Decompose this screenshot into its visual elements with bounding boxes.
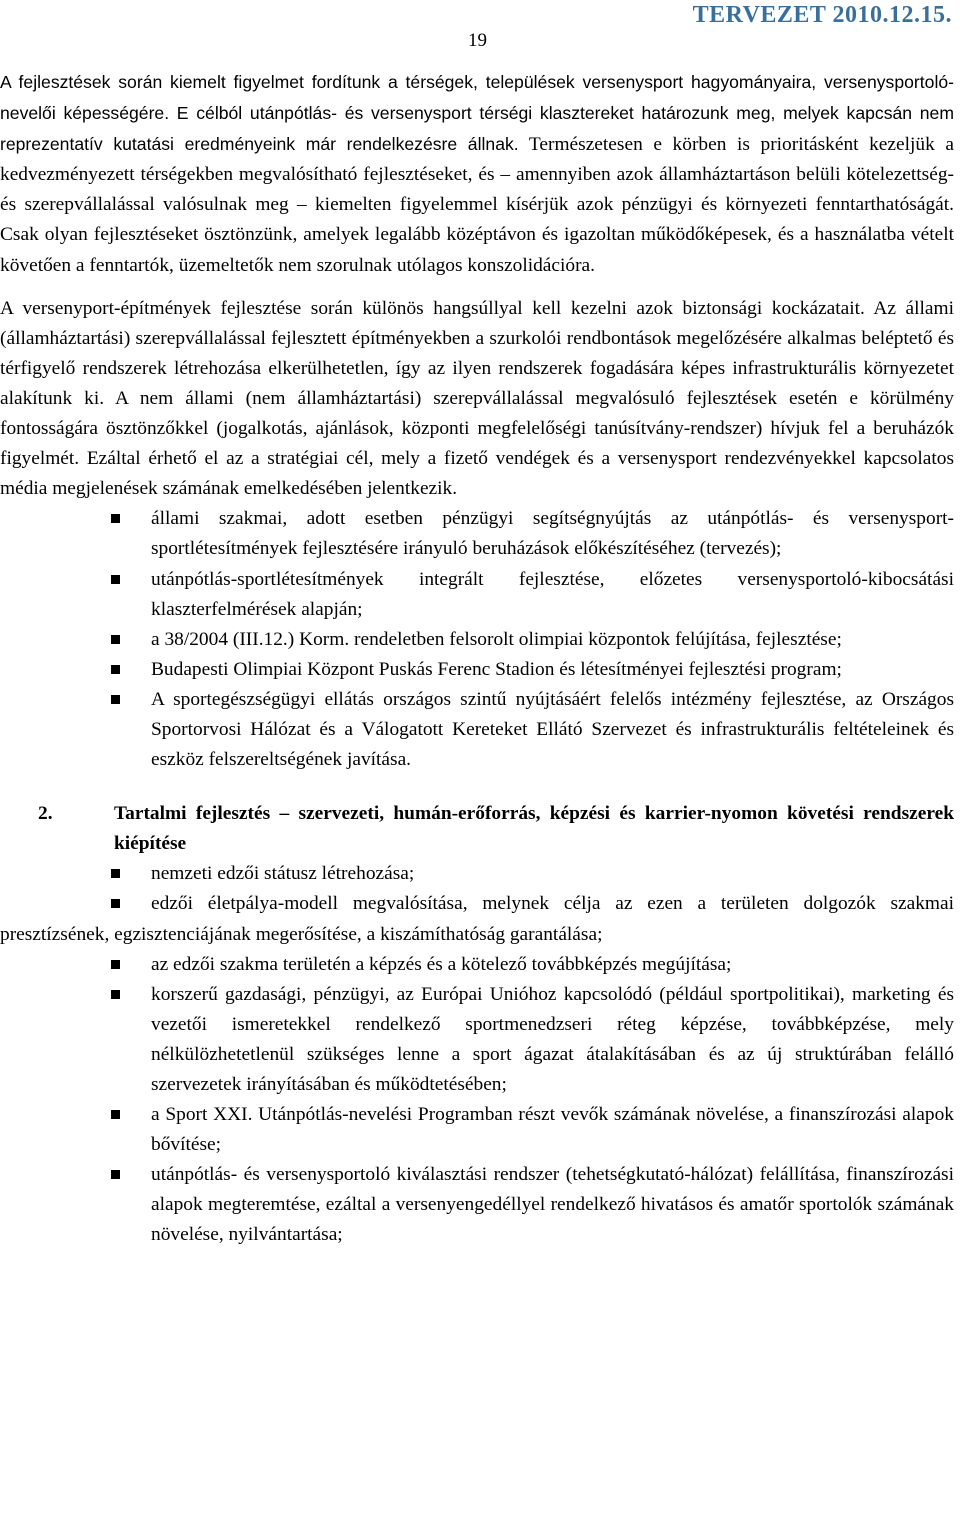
page-number: 19 bbox=[468, 30, 487, 51]
section-heading bbox=[0, 799, 954, 859]
content-development-list bbox=[0, 859, 954, 1250]
paragraph-1-sans-part: A fejlesztések során kiemelt figyelmet fordítunk a térségek, települések versenysport hagyományaira, versenysportoló-nevelői képességére. E célból utánpótlás- és versenysport térségi klasztereket határozunk meg, melyek kapcsán nem reprezentatív kutatási eredményeink már rendelkezésre állnak. bbox=[0, 72, 954, 155]
list-item: a 38/2004 (III.12.) Korm. rendeletben felsorolt olimpiai központok felújítása, fejlesztése; bbox=[151, 625, 954, 655]
list-item: a Sport XXI. Utánpótlás-nevelési Programban részt vevők számának növelése, a finanszírozási alapok bővítése; bbox=[0, 1100, 954, 1160]
list-item: utánpótlás-sportlétesítmények integrált fejlesztése, előzetes versenysportoló-kibocsátási klaszterfelmérések alapján; bbox=[151, 565, 954, 625]
facility-list bbox=[0, 504, 954, 775]
list-item: nemzeti edzői státusz létrehozása; bbox=[0, 859, 954, 889]
list-item: edzői életpálya-modell megvalósítása, melynek célja az ezen a területen dolgozók szakmai presztízsének, egzisztenciájának megerősítése, a kiszámíthatóság garantálása; bbox=[0, 889, 954, 949]
section-title: Tartalmi fejlesztés – szervezeti, humán-erőforrás, képzési és karrier-nyomon követési rendszerek kiépítése bbox=[114, 803, 954, 855]
list-item: korszerű gazdasági, pénzügyi, az Európai Unióhoz kapcsolódó (például sportpolitikai), marketing és vezetői ismeretekkel rendelkező sportmenedzseri réteg képzése, továbbképzése, mely nélkülözhetetlenül szükséges lenne a sport ágazat átalakításában és az új struktúrában felálló szervezetek irányításában és működtetésében; bbox=[0, 980, 954, 1100]
section-2 bbox=[0, 799, 954, 1250]
document-body bbox=[0, 67, 954, 1251]
list-item: Budapesti Olimpiai Központ Puskás Ferenc Stadion és létesítményei fejlesztési program; bbox=[151, 655, 954, 685]
section-number: 2. bbox=[38, 803, 53, 825]
paragraph-1 bbox=[0, 67, 954, 281]
paragraph-2: A versenyport-építmények fejlesztése során különös hangsúllyal kell kezelni azok biztonsági kockázatait. Az állami (államháztartási) szerepvállalással fejlesztett építményekben a szurkolói rendbontások megelőzésére alkalmas beléptető és térfigyelő rendszerek létrehozása elkerülhetetlen, így az ilyen rendszerek fogadására képes infrastrukturális környezetet alakítunk ki. A nem állami (nem államháztartási) szerepvállalással megvalósuló fejlesztések esetén e körülmény fontosságára ösztönzőkkel (jogalkotás, ajánlások, központi megfelelőségi tanúsítvány-rendszer) hívjuk fel a beruházók figyelmét. Ezáltal érhető el az a stratégiai cél, mely a fizető vendégek és a versenysport rendezvényekkel kapcsolatos média megjelenések számának emelkedésében jelentkezik. bbox=[0, 297, 954, 500]
draft-stamp: TERVEZET 2010.12.15. bbox=[692, 2, 952, 28]
list-item: A sportegészségügyi ellátás országos szintű nyújtásáért felelős intézmény fejlesztése, az Országos Sportorvosi Hálózat és a Válogatott Kereteket Ellátó Szervezet és infrastrukturális feltételeinek és eszköz felszereltségének javítása. bbox=[151, 685, 954, 775]
list-item: állami szakmai, adott esetben pénzügyi segítségnyújtás az utánpótlás- és versenysport-sportlétesítmények fejlesztésére irányuló beruházások előkészítéséhez (tervezés); bbox=[151, 504, 954, 564]
list-item: az edzői szakma területén a képzés és a kötelező továbbképzés megújítása; bbox=[0, 950, 954, 980]
list-item: utánpótlás- és versenysportoló kiválasztási rendszer (tehetségkutató-hálózat) felállítása, finanszírozási alapok megteremtése, ezáltal a versenyengedéllyel rendelkező hivatásos és amatőr sportolók számának növelése, nyilvántartása; bbox=[0, 1160, 954, 1250]
paragraph-1-serif-part: Természetesen e körben is prioritásként kezeljük a kedvezményezett térségekben megvalósítható fejlesztéseket, és – amennyiben azok államháztartáson belüli kötelezettség- és szerepvállalással valósulnak meg – kiemelten figyelemmel kísérjük azok pénzügyi és környezeti fenntarthatóságát. Csak olyan fejlesztéseket ösztönzünk, amelyek legalább középtávon és igazoltan működőképesek, és a használatba vételt követően a fenntartók, üzemeltetők nem szorulnak utólagos konszolidációra. bbox=[0, 134, 954, 276]
